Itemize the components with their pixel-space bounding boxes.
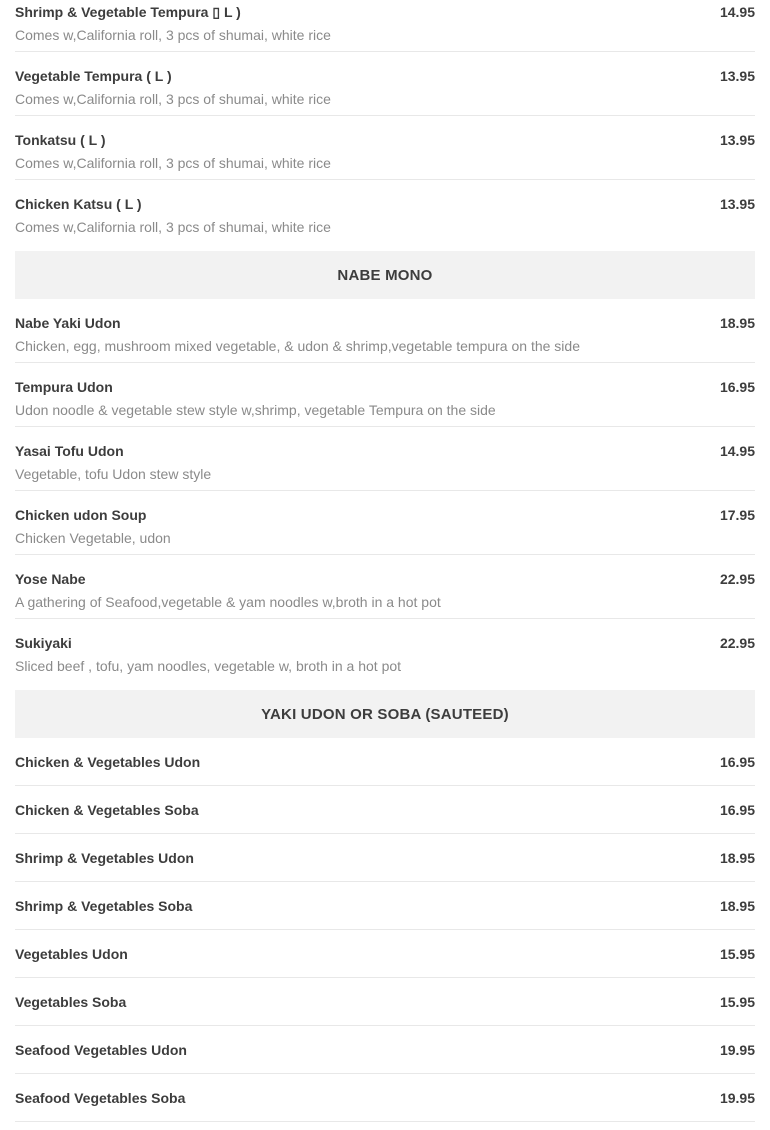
- menu-item-price: 16.95: [719, 802, 755, 818]
- section-items: [15, 738, 755, 1122]
- menu-item-name: Shrimp & Vegetable Tempura ▯ L ): [15, 4, 241, 20]
- menu-item-title-row: [15, 132, 755, 149]
- menu-item-title-row: [15, 898, 755, 915]
- menu-item-title-row: [15, 802, 755, 819]
- menu-item-title-row: [15, 994, 755, 1011]
- menu-item-price: 13.95: [719, 68, 755, 84]
- section-header: [15, 251, 755, 299]
- menu-item-description: Comes w,California roll, 3 pcs of shumai, white rice: [15, 219, 331, 235]
- menu-item-description: Comes w,California roll, 3 pcs of shumai, white rice: [15, 155, 331, 171]
- menu-item-price: 13.95: [719, 132, 755, 148]
- menu-item-description: Udon noodle & vegetable stew style w,shrimp, vegetable Tempura on the side: [15, 402, 496, 418]
- menu-item-price: 16.95: [719, 754, 755, 770]
- menu-item-name: Seafood Vegetables Udon: [15, 1042, 187, 1058]
- menu-item-description: Sliced beef , tofu, yam noodles, vegetable w, broth in a hot pot: [15, 658, 402, 674]
- menu-item-price: 22.95: [719, 571, 755, 587]
- menu-item-description: Vegetable, tofu Udon stew style: [15, 466, 212, 482]
- menu-item-title-row: [15, 754, 755, 771]
- menu-item-description: A gathering of Seafood,vegetable & yam noodles w,broth in a hot pot: [15, 594, 441, 610]
- menu-item-name: Nabe Yaki Udon: [15, 315, 121, 331]
- menu-item-row[interactable]: [15, 52, 755, 116]
- menu-item-row[interactable]: [15, 1026, 755, 1074]
- menu-item-row[interactable]: [15, 299, 755, 363]
- menu-item-title-row: [15, 1042, 755, 1059]
- menu-item-name: Chicken Katsu ( L ): [15, 196, 142, 212]
- menu-item-name: Chicken udon Soup: [15, 507, 147, 523]
- menu-item-name: Tonkatsu ( L ): [15, 132, 106, 148]
- menu-item-title-row: [15, 850, 755, 867]
- menu-item-title-row: [15, 315, 755, 332]
- menu-item-description: Chicken Vegetable, udon: [15, 530, 171, 546]
- menu-item-title-row: [15, 946, 755, 963]
- menu-item-price: 19.95: [719, 1090, 755, 1106]
- menu-item-title-row: [15, 1090, 755, 1107]
- menu-item-name: Tempura Udon: [15, 379, 113, 395]
- menu-item-name: Chicken & Vegetables Udon: [15, 754, 201, 770]
- menu-item-name: Chicken & Vegetables Soba: [15, 802, 199, 818]
- section-items: [15, 0, 755, 243]
- menu-item-price: 15.95: [719, 994, 755, 1010]
- menu-item-row[interactable]: [15, 882, 755, 930]
- menu-item-price: 22.95: [719, 635, 755, 651]
- menu-item-price: 18.95: [719, 315, 755, 331]
- menu-item-row[interactable]: [15, 555, 755, 619]
- menu-item-price: 13.95: [719, 196, 755, 212]
- section-title: NABE MONO: [337, 266, 433, 284]
- menu-item-title-row: [15, 68, 755, 85]
- menu-item-description: Chicken, egg, mushroom mixed vegetable, & udon & shrimp,vegetable tempura on the side: [15, 338, 580, 354]
- menu-item-name: Shrimp & Vegetables Udon: [15, 850, 194, 866]
- section-items: [15, 299, 755, 682]
- menu-item-row[interactable]: [15, 116, 755, 180]
- menu-item-description: Comes w,California roll, 3 pcs of shumai, white rice: [15, 27, 331, 43]
- menu-item-title-row: [15, 379, 755, 396]
- menu-item-row[interactable]: [15, 738, 755, 786]
- menu-item-price: 14.95: [719, 4, 755, 20]
- menu-item-title-row: [15, 196, 755, 213]
- menu-item-row[interactable]: [15, 363, 755, 427]
- menu-item-name: Yose Nabe: [15, 571, 86, 587]
- menu-item-name: Yasai Tofu Udon: [15, 443, 124, 459]
- menu-item-row[interactable]: [15, 0, 755, 52]
- menu-item-row[interactable]: [15, 619, 755, 682]
- menu-item-row[interactable]: [15, 834, 755, 882]
- menu-item-name: Vegetables Udon: [15, 946, 128, 962]
- menu-section: [15, 0, 755, 243]
- section-title: YAKI UDON OR SOBA (SAUTEED): [261, 705, 509, 723]
- menu-item-description: Comes w,California roll, 3 pcs of shumai, white rice: [15, 91, 331, 107]
- menu-item-name: Vegetables Soba: [15, 994, 127, 1010]
- menu-item-title-row: [15, 571, 755, 588]
- menu-item-row[interactable]: [15, 1074, 755, 1122]
- menu-item-price: 15.95: [719, 946, 755, 962]
- menu-item-row[interactable]: [15, 427, 755, 491]
- menu-item-price: 18.95: [719, 850, 755, 866]
- menu-item-title-row: [15, 635, 755, 652]
- menu-item-price: 14.95: [719, 443, 755, 459]
- menu-item-row[interactable]: [15, 491, 755, 555]
- menu-item-title-row: [15, 443, 755, 460]
- menu-item-price: 16.95: [719, 379, 755, 395]
- menu-item-price: 17.95: [719, 507, 755, 523]
- menu-item-row[interactable]: [15, 786, 755, 834]
- menu-item-price: 19.95: [719, 1042, 755, 1058]
- menu-item-name: Vegetable Tempura ( L ): [15, 68, 172, 84]
- menu-item-name: Seafood Vegetables Soba: [15, 1090, 186, 1106]
- menu-item-row[interactable]: [15, 180, 755, 243]
- menu-item-name: Shrimp & Vegetables Soba: [15, 898, 193, 914]
- menu-item-name: Sukiyaki: [15, 635, 72, 651]
- menu-item-title-row: [15, 507, 755, 524]
- menu-item-price: 18.95: [719, 898, 755, 914]
- menu-item-row[interactable]: [15, 978, 755, 1026]
- menu-item-row[interactable]: [15, 930, 755, 978]
- menu-section: [15, 690, 755, 1122]
- menu-section: [15, 251, 755, 682]
- section-header: [15, 690, 755, 738]
- menu-item-title-row: [15, 4, 755, 21]
